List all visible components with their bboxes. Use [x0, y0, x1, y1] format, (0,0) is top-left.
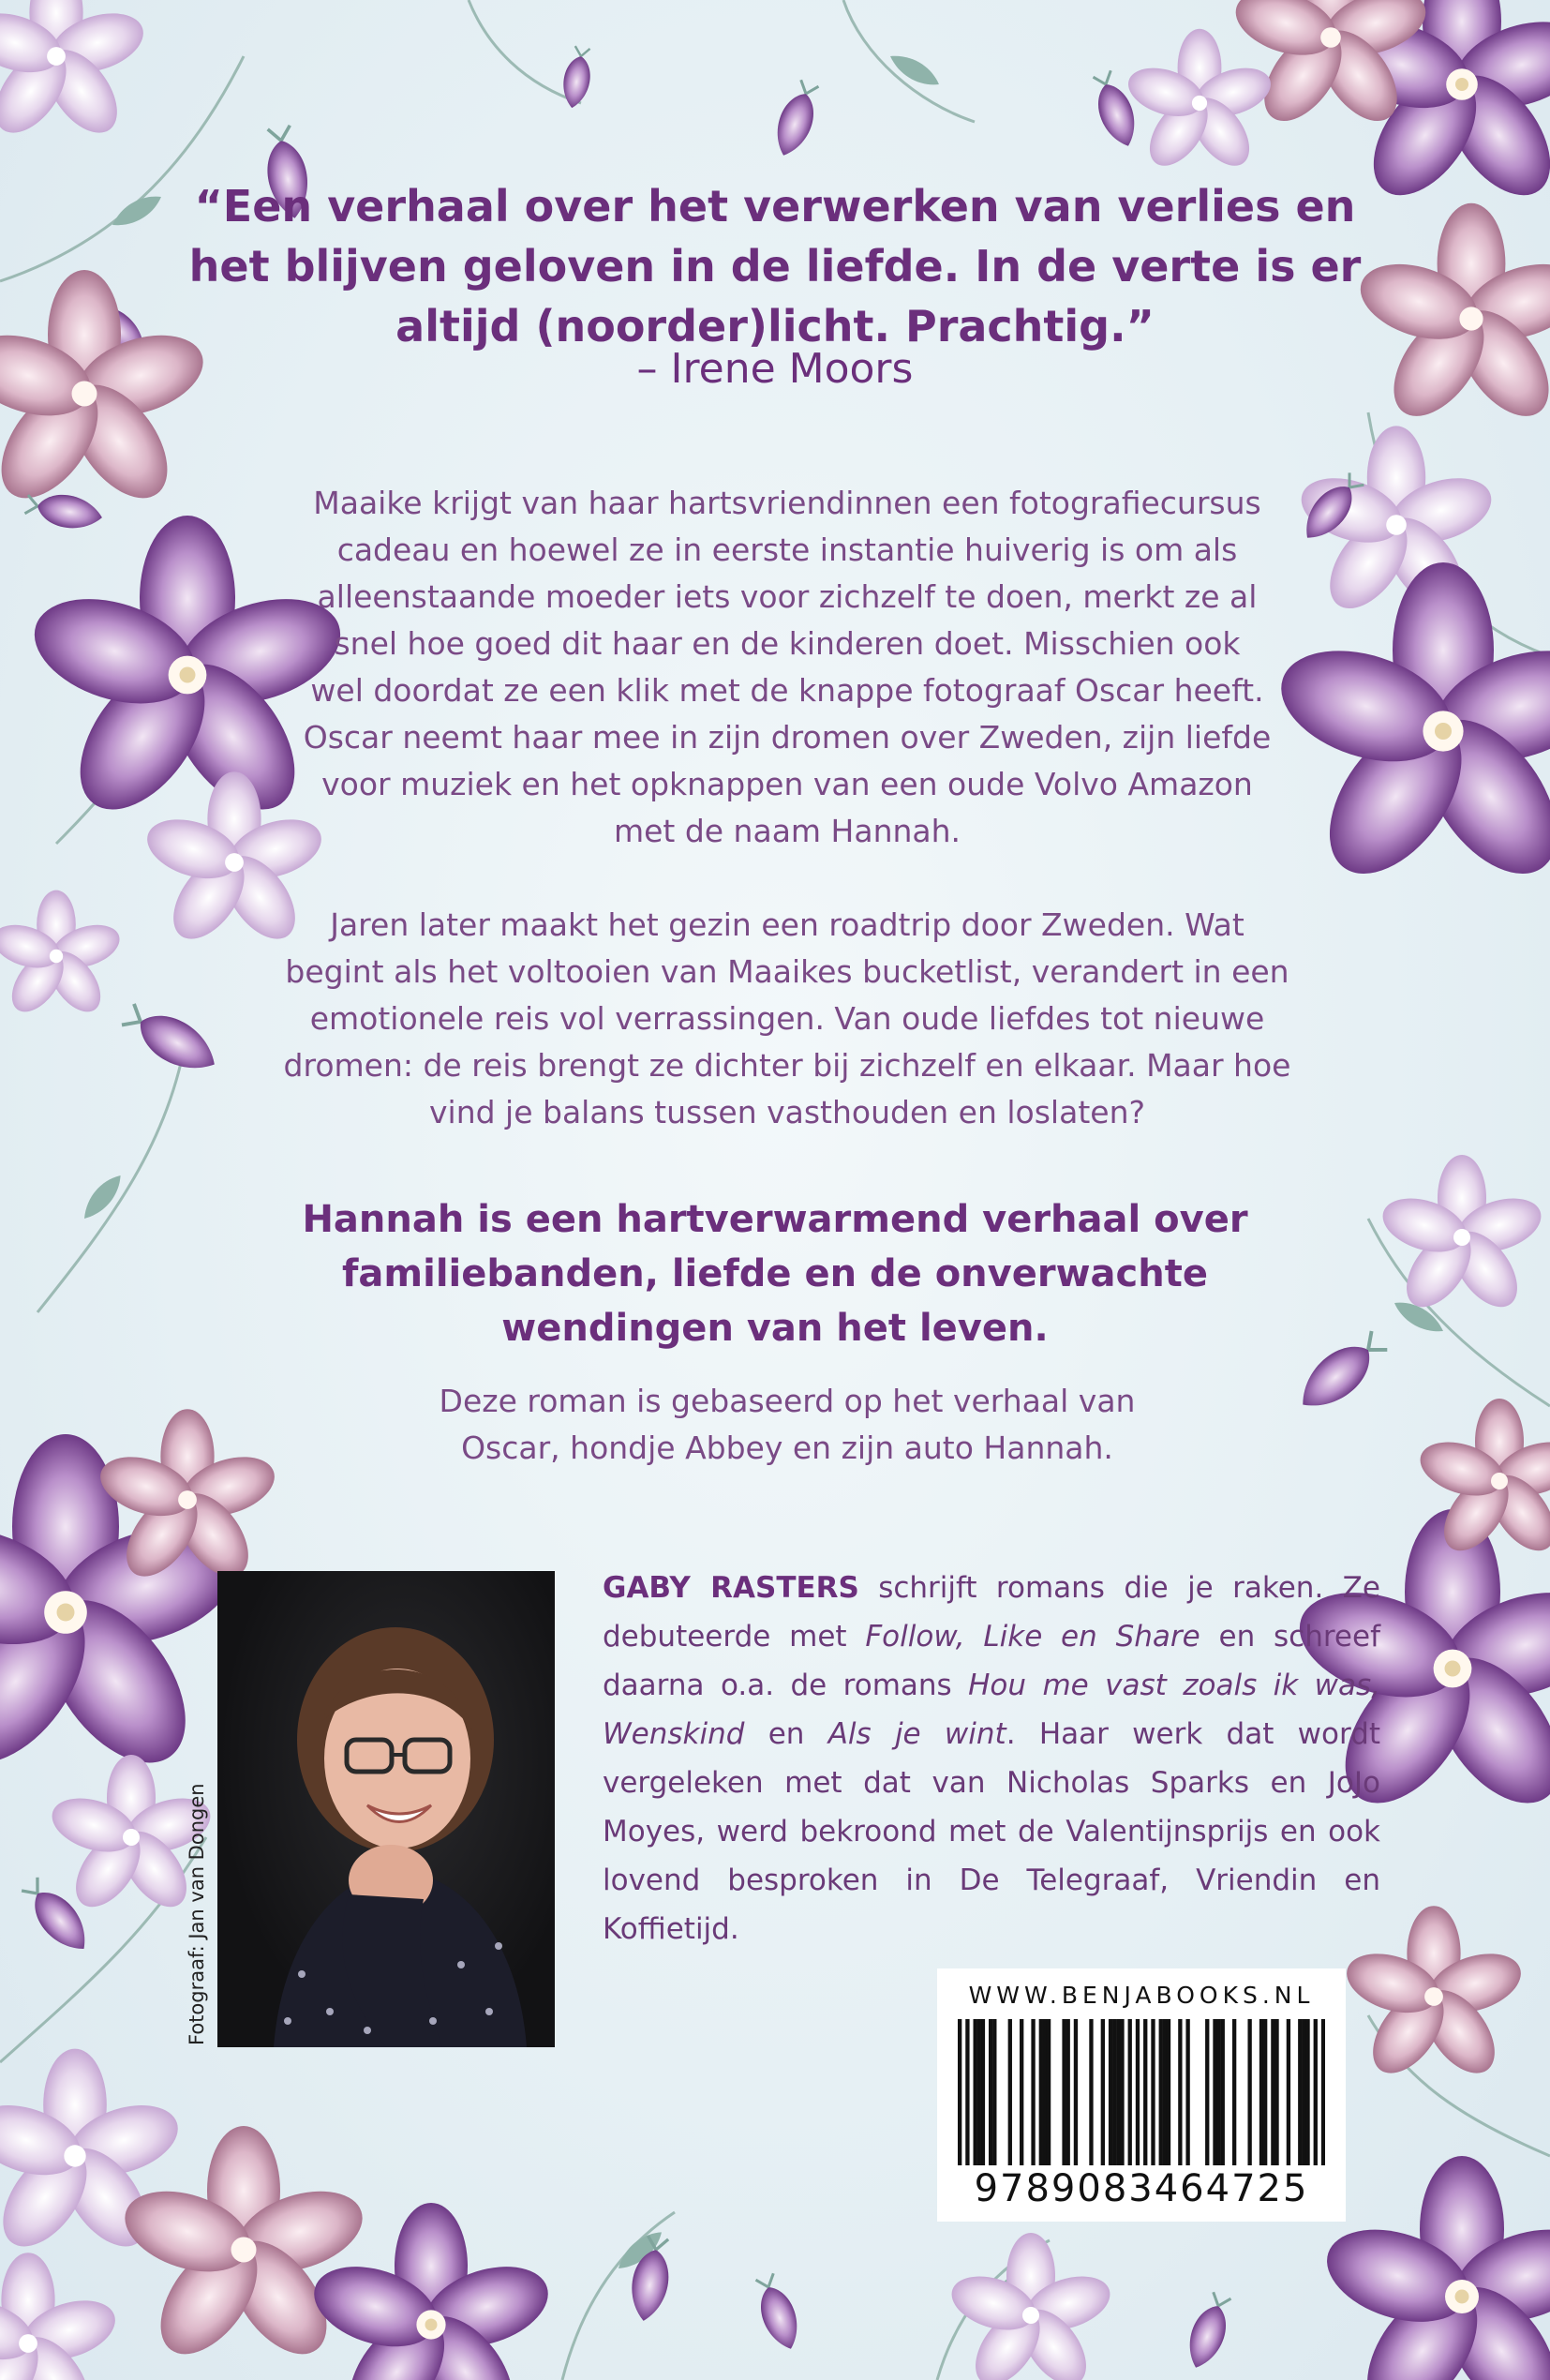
- barcode-bar: [1232, 2019, 1236, 2165]
- publisher-url: WWW.BENJABOOKS.NL: [968, 1982, 1315, 2009]
- book-title: Hou me vast zoals ik was, Wenskind: [603, 1669, 1380, 1751]
- barcode-bar: [1008, 2019, 1012, 2165]
- barcode-bar: [965, 2019, 969, 2165]
- text-line: emotionele reis vol verrassingen. Van oude liefdes tot nieuwe: [309, 1000, 1265, 1037]
- barcode-bar: [992, 2019, 996, 2165]
- barcode-bar: [1143, 2019, 1147, 2165]
- barcode-bar: [1205, 2019, 1209, 2165]
- quote-line: het blijven geloven in de liefde. In de verte is er: [188, 241, 1362, 292]
- text-line: met de naam Hannah.: [613, 813, 961, 849]
- highlight-statement: [281, 1192, 1269, 1355]
- barcode-bar: [1305, 2019, 1309, 2165]
- barcode-bar: [1263, 2019, 1267, 2165]
- barcode-panel: [937, 1968, 1346, 2222]
- text-line: dromen: de reis brengt ze dichter bij zichzelf en elkaar. Maar hoe: [283, 1047, 1291, 1084]
- barcode-bar: [1151, 2019, 1155, 2165]
- barcode-bar: [1163, 2019, 1167, 2165]
- barcode-bar: [1020, 2019, 1023, 2165]
- isbn-barcode: [958, 2019, 1325, 2165]
- text-line: Maaike krijgt van haar hartsvriendinnen een fotografiecursus: [313, 485, 1261, 521]
- barcode-bar: [1116, 2019, 1120, 2165]
- author-name: GABY RASTERS: [603, 1571, 859, 1605]
- text-line: begint als het voltooien van Maaikes bucketlist, verandert in een: [285, 953, 1289, 990]
- highlight-line: Hannah is een hartverwarmend verhaal over: [302, 1198, 1248, 1241]
- bio-text: en schreef daarna o.a. de romans: [603, 1620, 1380, 1702]
- barcode-bar: [1321, 2019, 1325, 2165]
- basis-note: [272, 1378, 1303, 1472]
- text-line: Deze roman is gebaseerd op het verhaal van: [439, 1383, 1136, 1419]
- barcode-bar: [1047, 2019, 1051, 2165]
- barcode-bar: [1109, 2019, 1112, 2165]
- barcode-bar: [1178, 2019, 1182, 2165]
- barcode-bar: [989, 2019, 992, 2165]
- barcode-bar: [1120, 2019, 1124, 2165]
- barcode-bar: [1271, 2019, 1274, 2165]
- text-line: Oscar, hondje Abbey en zijn auto Hannah.: [461, 1429, 1113, 1466]
- barcode-bar: [1221, 2019, 1225, 2165]
- quote-line: altijd (noorder)licht. Prachtig.”: [395, 301, 1155, 352]
- bio-text: schrijft romans die je raken. Ze debuteerde met: [603, 1571, 1380, 1654]
- barcode-bar: [1314, 2019, 1318, 2165]
- barcode-bar: [1128, 2019, 1132, 2165]
- barcode-bar: [1274, 2019, 1278, 2165]
- text-line: snel hoe goed dit haar en de kinderen doet. Misschien ook: [334, 625, 1241, 662]
- isbn-number: 9789083464725: [974, 2167, 1309, 2210]
- highlight-line: wendingen van het leven.: [501, 1307, 1049, 1350]
- quote-line: “Een verhaal over het verwerken van verlies en: [194, 181, 1356, 232]
- barcode-bar: [1159, 2019, 1163, 2165]
- barcode-bar: [981, 2019, 985, 2165]
- barcode-bar: [1216, 2019, 1220, 2165]
- barcode-bar: [1101, 2019, 1105, 2165]
- highlight-line: familiebanden, liefde en de onverwachte: [342, 1252, 1208, 1295]
- barcode-bar: [1259, 2019, 1263, 2165]
- barcode-bar: [1185, 2019, 1189, 2165]
- author-bio: [603, 1564, 1380, 1953]
- text-line: wel doordat ze een klik met de knappe fotograaf Oscar heeft.: [310, 672, 1264, 709]
- author-photo: [217, 1571, 555, 2047]
- text-line: vind je balans tussen vasthouden en loslaten?: [429, 1094, 1145, 1130]
- bio-text: en: [744, 1717, 828, 1751]
- quote-author: – Irene Moors: [636, 345, 914, 393]
- barcode-bar: [958, 2019, 961, 2165]
- barcode-bar: [1247, 2019, 1251, 2165]
- bio-text: . Haar werk dat wordt vergeleken met dat van Nicholas Sparks en JoJo Moyes, werd bekroond met de Valentijnsprijs en ook lovend besproken in De Telegraaf, Vriendin en Koffietijd.: [603, 1717, 1380, 1946]
- barcode-bar: [1031, 2019, 1035, 2165]
- barcode-bar: [1287, 2019, 1290, 2165]
- synopsis-paragraph-2: [272, 902, 1303, 1136]
- barcode-bar: [1074, 2019, 1078, 2165]
- synopsis-paragraph-1: [272, 480, 1303, 855]
- barcode-bar: [977, 2019, 981, 2165]
- barcode-bar: [1167, 2019, 1170, 2165]
- barcode-bar: [1112, 2019, 1116, 2165]
- barcode-bar: [1062, 2019, 1066, 2165]
- text-line: Jaren later maakt het gezin een roadtrip door Zweden. Wat: [330, 906, 1244, 943]
- review-quote: [187, 176, 1363, 356]
- barcode-bar: [1136, 2019, 1140, 2165]
- text-line: cadeau en hoewel ze in eerste instantie huiverig is om als: [336, 531, 1238, 568]
- text-line: alleenstaande moeder iets voor zichzelf te doen, merkt ze al: [317, 578, 1258, 615]
- barcode-bar: [1089, 2019, 1093, 2165]
- book-title: Als je wint: [827, 1717, 1006, 1751]
- photo-credit: Fotograaf: Jan van Dongen: [186, 1783, 208, 2045]
- barcode-bar: [1043, 2019, 1047, 2165]
- barcode-bar: [1066, 2019, 1070, 2165]
- barcode-bar: [974, 2019, 977, 2165]
- barcode-bar: [1298, 2019, 1302, 2165]
- barcode-bar: [1302, 2019, 1305, 2165]
- book-title: Follow, Like en Share: [865, 1620, 1200, 1654]
- barcode-bar: [1213, 2019, 1216, 2165]
- text-line: Oscar neemt haar mee in zijn dromen over Zweden, zijn liefde: [303, 719, 1272, 756]
- barcode-bar: [1039, 2019, 1043, 2165]
- text-line: voor muziek en het opknappen van een oude Volvo Amazon: [321, 766, 1253, 802]
